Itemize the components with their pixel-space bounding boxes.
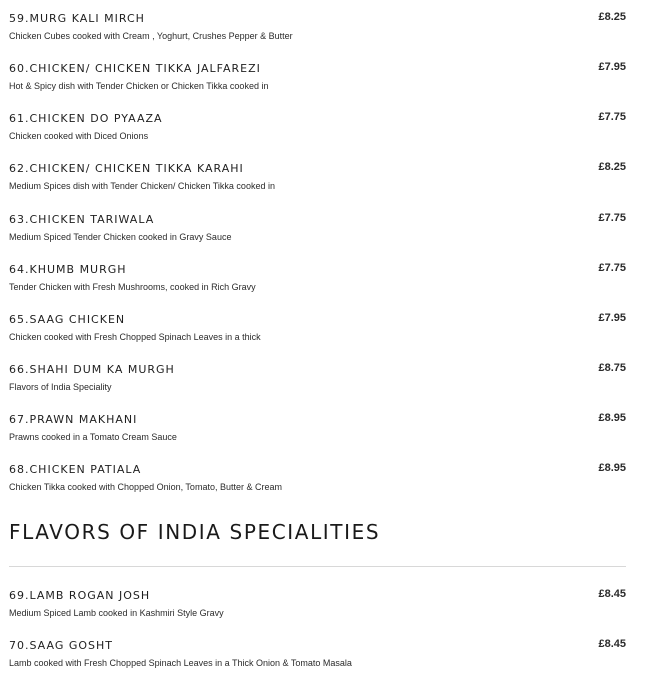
item-price: £7.95 [598,312,626,324]
item-name: 67.PRAWN MAKHANI [9,413,138,426]
item-name: 65.SAAG CHICKEN [9,313,126,326]
item-description: Tender Chicken with Fresh Mushrooms, cooked in Rich Gravy [9,282,256,292]
menu-item [0,162,650,202]
item-description: Flavors of India Speciality [9,382,112,392]
item-description: Prawns cooked in a Tomato Cream Sauce [9,432,177,442]
section-heading: FLAVORS OF INDIA SPECIALITIES [9,520,381,544]
item-description: Chicken cooked with Diced Onions [9,131,149,141]
menu-item [0,313,650,353]
item-description: Lamb cooked with Fresh Chopped Spinach Leaves in a Thick Onion & Tomato Masala [9,658,352,668]
menu-item [0,589,650,629]
item-name: 63.CHICKEN TARIWALA [9,213,155,226]
item-description: Chicken Cubes cooked with Cream , Yoghurt, Crushes Pepper & Butter [9,31,293,41]
item-description: Medium Spiced Tender Chicken cooked in Gravy Sauce [9,232,232,242]
menu-item [0,639,650,679]
item-description: Chicken cooked with Fresh Chopped Spinach Leaves in a thick [9,332,261,342]
menu-item [0,363,650,403]
section-divider [9,566,626,567]
item-price: £7.95 [598,61,626,73]
menu-item [0,62,650,102]
item-name: 70.SAAG GOSHT [9,639,114,652]
item-name: 61.CHICKEN DO PYAAZA [9,112,163,125]
menu-item [0,413,650,453]
item-price: £7.75 [598,262,626,274]
menu-item [0,213,650,253]
item-name: 68.CHICKEN PATIALA [9,463,142,476]
item-description: Medium Spices dish with Tender Chicken/ Chicken Tikka cooked in [9,181,275,191]
item-description: Chicken Tikka cooked with Chopped Onion, Tomato, Butter & Cream [9,482,282,492]
menu-item [0,12,650,52]
item-price: £8.95 [598,412,626,424]
item-name: 59.MURG KALI MIRCH [9,12,145,25]
item-name: 62.CHICKEN/ CHICKEN TIKKA KARAHI [9,162,244,175]
item-price: £8.95 [598,462,626,474]
item-price: £8.75 [598,362,626,374]
item-name: 64.KHUMB MURGH [9,263,127,276]
item-name: 69.LAMB ROGAN JOSH [9,589,151,602]
menu-item [0,263,650,303]
menu-item [0,112,650,152]
item-name: 60.CHICKEN/ CHICKEN TIKKA JALFAREZI [9,62,261,75]
item-price: £8.45 [598,638,626,650]
item-price: £7.75 [598,212,626,224]
menu-item [0,463,650,503]
item-price: £8.45 [598,588,626,600]
item-description: Medium Spiced Lamb cooked in Kashmiri Style Gravy [9,608,224,618]
item-description: Hot & Spicy dish with Tender Chicken or Chicken Tikka cooked in [9,81,269,91]
item-price: £8.25 [598,161,626,173]
item-name: 66.SHAHI DUM KA MURGH [9,363,175,376]
item-price: £7.75 [598,111,626,123]
item-price: £8.25 [598,11,626,23]
